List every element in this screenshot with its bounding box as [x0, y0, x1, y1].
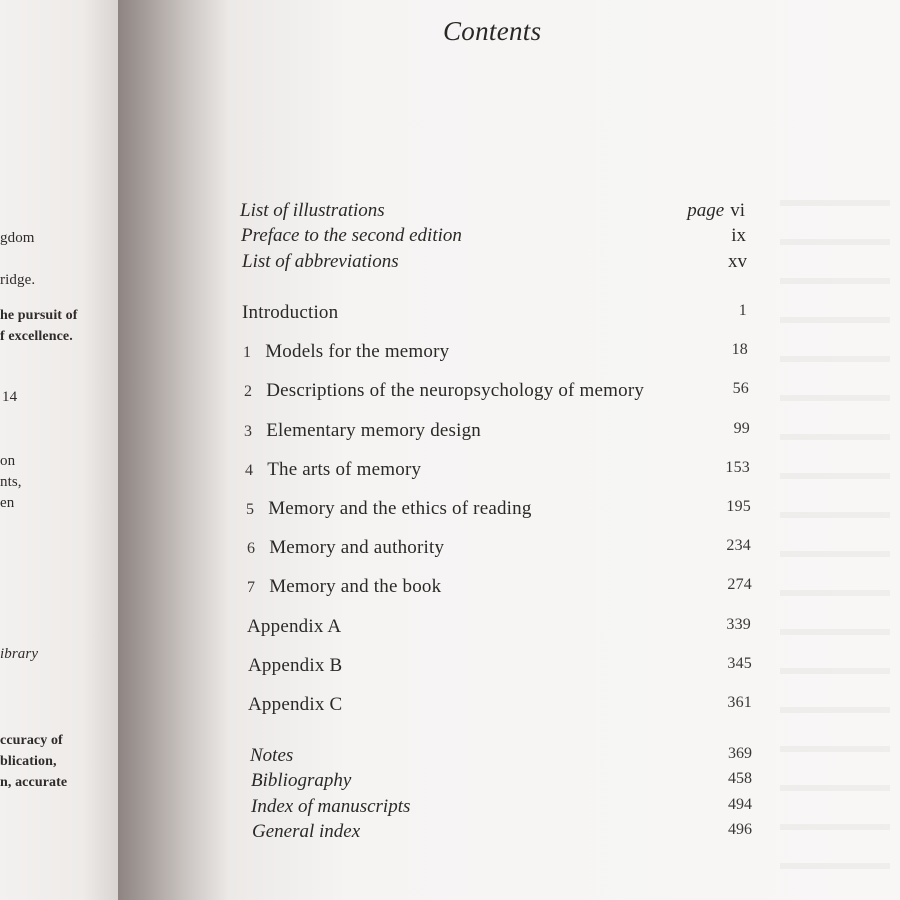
left-page-line: ibrary [0, 646, 39, 662]
left-page [0, 0, 118, 900]
left-page-line: nts, [0, 474, 22, 490]
chapter-title: Memory and the book [269, 576, 442, 597]
toc-page-number: 369 [728, 745, 752, 762]
chapter-number: 1 [243, 344, 252, 361]
toc-entry-back-matter [251, 770, 752, 796]
toc-page-number: 339 [726, 616, 751, 633]
chapter-title: Elementary memory design [266, 420, 481, 441]
toc-entry-front-matter [240, 200, 745, 226]
toc-entry-chapter [247, 576, 752, 602]
toc-page-number: 345 [727, 655, 752, 672]
left-page-line: blication, [0, 754, 57, 769]
toc-entry-label: Introduction [242, 302, 339, 323]
chapter-title: Models for the memory [265, 341, 450, 362]
toc-entry-label: Preface to the second edition [241, 225, 462, 246]
toc-entry-appendix [248, 694, 752, 720]
toc-entry-label: Bibliography [251, 770, 352, 791]
toc-entry-chapter [243, 341, 748, 367]
page-title: Contents [443, 16, 542, 46]
toc-page-number: 195 [726, 498, 751, 515]
toc-entry-back-matter [252, 821, 752, 847]
toc-entry-label: Appendix C [248, 694, 343, 715]
chapter-number: 2 [244, 383, 253, 400]
chapter-number: 5 [246, 501, 255, 518]
toc-entry-label: Appendix A [247, 616, 342, 637]
chapter-number: 3 [244, 423, 253, 440]
toc-page-number: xv [728, 251, 747, 272]
toc-page-number: 274 [727, 576, 752, 593]
toc-page-number: 1 [738, 302, 747, 319]
toc-entry-chapter [245, 459, 750, 485]
toc-entry-chapter [244, 380, 749, 406]
toc-page-number: 234 [726, 537, 751, 554]
chapter-title: Memory and authority [269, 537, 445, 558]
toc-entry-label: Index of manuscripts [251, 796, 411, 817]
toc-page-number: vi [730, 200, 745, 221]
chapter-number: 7 [247, 579, 256, 596]
left-page-line: n, accurate [0, 775, 68, 790]
chapter-number: 6 [247, 540, 256, 557]
chapter-title: The arts of memory [267, 459, 422, 480]
toc-entry-page [687, 200, 745, 222]
toc-page-number: 99 [733, 420, 750, 437]
toc-entry-front-matter [242, 251, 747, 277]
toc-entry-chapter [246, 498, 751, 524]
left-page-line: ridge. [0, 272, 36, 288]
left-page-line: en [0, 495, 15, 511]
toc-entry-front-matter [241, 225, 746, 251]
left-page-line: on [0, 453, 16, 469]
toc-entry-label: List of illustrations [240, 200, 385, 221]
show-through-texture [780, 200, 890, 880]
chapter-number: 4 [245, 462, 254, 479]
left-page-line: 14 [2, 389, 18, 405]
toc-entry-chapter [244, 420, 750, 446]
toc-entry-back-matter [250, 745, 752, 771]
toc-entry-introduction [242, 302, 747, 328]
toc-page-number: 494 [728, 796, 752, 813]
page-prefix: page [687, 200, 725, 221]
toc-page-number: 18 [731, 341, 748, 358]
toc-entry-back-matter [251, 796, 752, 822]
book-gutter-shadow [118, 0, 228, 900]
toc-entry-chapter [247, 537, 751, 563]
toc-page-number: 361 [727, 694, 752, 711]
toc-page-number: ix [731, 225, 746, 246]
left-page-line: f excellence. [0, 329, 73, 344]
toc-entry-appendix [247, 616, 751, 642]
toc-page-number: 153 [725, 459, 750, 476]
toc-entry-label: Appendix B [248, 655, 343, 676]
left-page-line: gdom [0, 230, 35, 246]
toc-entry-label: Notes [250, 745, 294, 766]
toc-entry-appendix [248, 655, 752, 681]
toc-page-number: 56 [732, 380, 749, 397]
toc-entry-label: List of abbreviations [242, 251, 399, 272]
toc-page-number: 496 [728, 821, 752, 838]
chapter-title: Memory and the ethics of reading [268, 498, 532, 519]
chapter-title: Descriptions of the neuropsychology of memory [266, 380, 645, 401]
toc-entry-label: General index [252, 821, 361, 842]
left-page-line: ccuracy of [0, 733, 63, 748]
toc-page-number: 458 [728, 770, 752, 787]
left-page-line: he pursuit of [0, 308, 78, 323]
